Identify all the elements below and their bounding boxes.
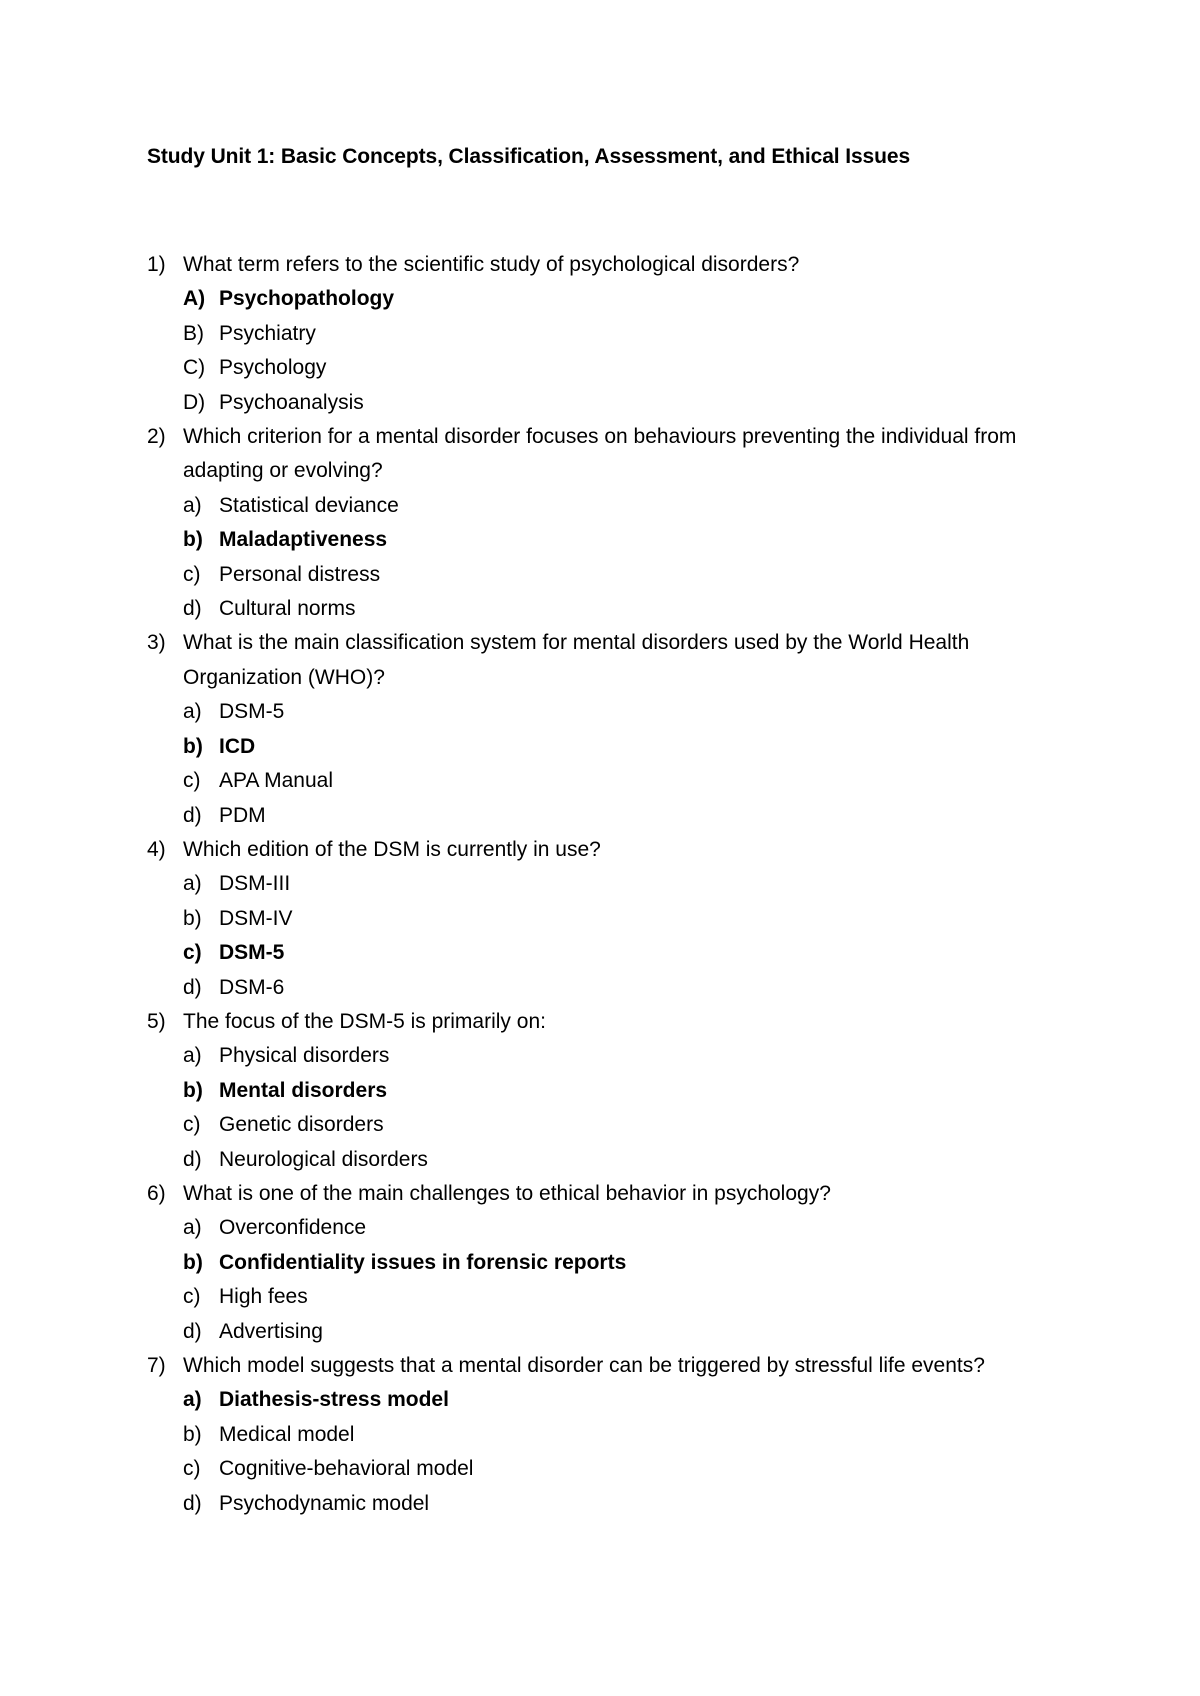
answer-option	[147, 1487, 1027, 1521]
answer-option	[147, 1452, 1027, 1486]
option-text: Psychiatry	[219, 321, 316, 345]
question-text: The focus of the DSM-5 is primarily on:	[183, 1009, 546, 1033]
answer-option-correct	[147, 282, 1027, 316]
question-text: What is the main classification system for mental disorders used by the World Health Organization (WHO)?	[183, 631, 970, 689]
question-text: Which edition of the DSM is currently in use?	[183, 837, 601, 861]
option-text: DSM-III	[219, 872, 291, 896]
option-text: DSM-5	[219, 700, 285, 724]
answer-option-correct	[147, 1246, 1027, 1280]
option-text: DSM-5	[219, 941, 285, 965]
option-text: Physical disorders	[219, 1044, 390, 1068]
option-text: Overconfidence	[219, 1216, 367, 1240]
answer-option	[147, 1108, 1027, 1142]
option-label: b)	[183, 734, 203, 758]
question-item	[147, 420, 1027, 626]
question-text: Which criterion for a mental disorder focuses on behaviours preventing the individual from adapting or evolving?	[183, 425, 1017, 483]
answer-option	[147, 764, 1027, 798]
question-item	[147, 833, 1027, 1005]
option-label: a)	[183, 1388, 202, 1412]
option-text: Psychoanalysis	[219, 390, 364, 414]
option-text: Advertising	[219, 1319, 323, 1343]
option-text: ICD	[219, 734, 256, 758]
option-label: a)	[183, 872, 202, 896]
option-label: a)	[183, 1044, 202, 1068]
option-text: Diathesis-stress model	[219, 1388, 449, 1412]
option-label: a)	[183, 493, 202, 517]
option-label: c)	[183, 941, 202, 965]
question-row	[147, 1349, 1027, 1383]
option-text: Cultural norms	[219, 597, 356, 621]
answer-option-correct	[147, 936, 1027, 970]
question-row	[147, 1005, 1027, 1039]
option-text: Neurological disorders	[219, 1147, 428, 1171]
option-label: d)	[183, 803, 202, 827]
option-label: b)	[183, 1250, 203, 1274]
answer-option	[147, 799, 1027, 833]
answer-option	[147, 971, 1027, 1005]
question-number: 2)	[147, 425, 166, 449]
option-text: Confidentiality issues in forensic reports	[219, 1250, 627, 1274]
option-text: DSM-IV	[219, 906, 293, 930]
answer-option	[147, 1143, 1027, 1177]
question-row	[147, 626, 1027, 695]
question-text: What is one of the main challenges to ethical behavior in psychology?	[183, 1181, 831, 1205]
option-label: a)	[183, 1216, 202, 1240]
option-label: c)	[183, 562, 201, 586]
option-label: d)	[183, 1491, 202, 1515]
question-number: 4)	[147, 837, 166, 861]
question-number: 7)	[147, 1354, 166, 1377]
answer-option	[147, 1418, 1027, 1452]
answer-option	[147, 867, 1027, 901]
answer-option-correct	[147, 730, 1027, 764]
option-text: Maladaptiveness	[219, 528, 388, 552]
question-row	[147, 420, 1027, 489]
option-text: Statistical deviance	[219, 493, 399, 517]
option-text: Genetic disorders	[219, 1113, 384, 1137]
question-item	[147, 1177, 1027, 1349]
question-item	[147, 248, 1027, 420]
question-number: 5)	[147, 1009, 166, 1033]
question-number: 1)	[147, 253, 166, 276]
option-text: APA Manual	[219, 769, 334, 793]
option-text: Mental disorders	[219, 1078, 388, 1102]
option-label: B)	[183, 321, 204, 345]
option-label: c)	[183, 1457, 201, 1481]
question-row	[147, 833, 1027, 867]
option-text: Psychology	[219, 356, 327, 380]
answer-option	[147, 592, 1027, 626]
answer-option	[147, 351, 1027, 385]
option-label: b)	[183, 906, 202, 930]
answer-option	[147, 1211, 1027, 1245]
option-label: b)	[183, 528, 203, 552]
option-text: Psychodynamic model	[219, 1491, 430, 1515]
question-text: Which model suggests that a mental disorder can be triggered by stressful life events?	[183, 1354, 985, 1377]
question-item	[147, 1349, 1027, 1521]
option-label: d)	[183, 1147, 202, 1171]
option-label: a)	[183, 700, 202, 724]
answer-option	[147, 1315, 1027, 1349]
option-label: b)	[183, 1078, 203, 1102]
answer-option-correct	[147, 523, 1027, 557]
option-label: d)	[183, 975, 202, 999]
answer-option	[147, 558, 1027, 592]
answer-option	[147, 1280, 1027, 1314]
answer-option	[147, 317, 1027, 351]
option-label: b)	[183, 1422, 202, 1446]
question-row	[147, 248, 1027, 282]
option-text: High fees	[219, 1285, 308, 1309]
question-item	[147, 626, 1027, 832]
option-label: c)	[183, 1285, 201, 1309]
question-text: What term refers to the scientific study of psychological disorders?	[183, 253, 800, 276]
question-item	[147, 1005, 1027, 1177]
option-text: PDM	[219, 803, 266, 827]
answer-option	[147, 386, 1027, 420]
answer-option	[147, 902, 1027, 936]
question-number: 3)	[147, 631, 166, 655]
question-row	[147, 1177, 1027, 1211]
option-label: C)	[183, 356, 206, 380]
option-label: c)	[183, 769, 201, 793]
answer-option	[147, 695, 1027, 729]
option-label: A)	[183, 287, 206, 311]
option-text: Medical model	[219, 1422, 355, 1446]
option-text: Psychopathology	[219, 287, 395, 311]
option-label: D)	[183, 390, 206, 414]
answer-option	[147, 1039, 1027, 1073]
answer-option-correct	[147, 1383, 1027, 1417]
page-title: Study Unit 1: Basic Concepts, Classification, Assessment, and Ethical Issues	[147, 145, 911, 168]
option-label: d)	[183, 597, 202, 621]
option-text: Cognitive-behavioral model	[219, 1457, 474, 1481]
option-label: d)	[183, 1319, 202, 1343]
answer-option-correct	[147, 1074, 1027, 1108]
answer-option	[147, 489, 1027, 523]
option-text: DSM-6	[219, 975, 285, 999]
question-number: 6)	[147, 1181, 166, 1205]
option-label: c)	[183, 1113, 201, 1137]
option-text: Personal distress	[219, 562, 381, 586]
question-list	[147, 248, 1027, 1521]
